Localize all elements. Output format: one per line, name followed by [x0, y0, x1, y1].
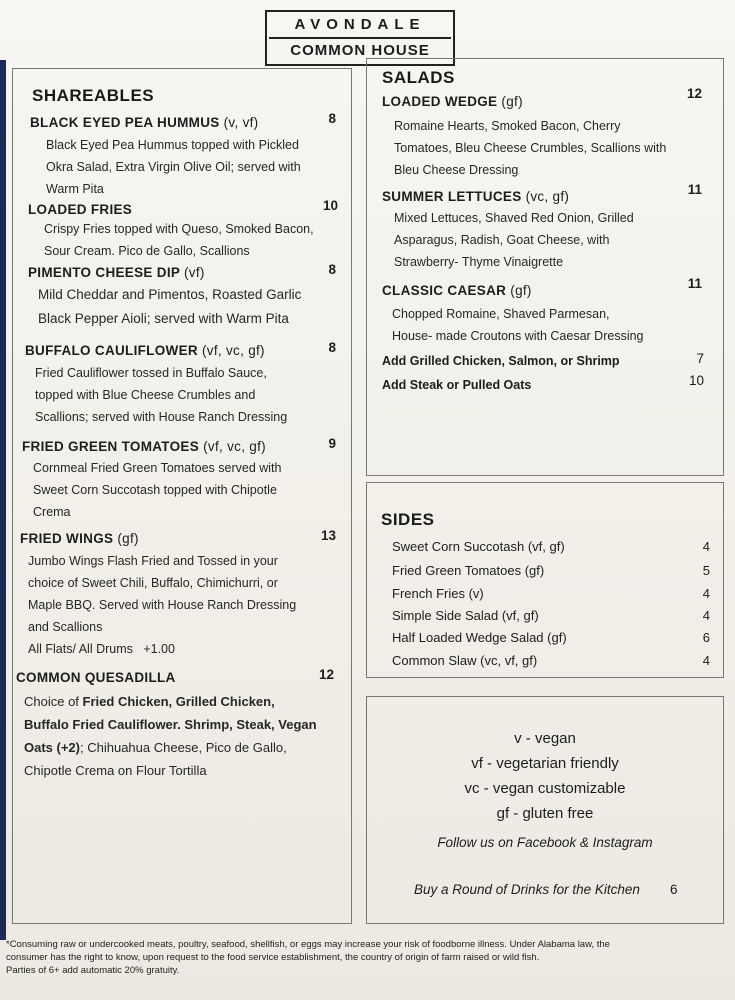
desc-line: Black Pepper Aioli; served with Warm Pita — [38, 311, 289, 326]
item-price: 10 — [322, 198, 338, 213]
desc-line: Asparagus, Radish, Goat Cheese, with — [394, 233, 610, 247]
desc-line: Tomatoes, Bleu Cheese Crumbles, Scallions with — [394, 141, 667, 155]
desc-line: Chopped Romaine, Shaved Parmesan, — [392, 307, 610, 321]
item-title: LOADED FRIES — [28, 202, 133, 217]
logo-line-2: COMMON HOUSE — [269, 37, 451, 59]
item-price: 8 — [328, 340, 336, 355]
desc-line: Jumbo Wings Flash Fried and Tossed in your — [28, 554, 278, 568]
side-item-name: Simple Side Salad (vf, gf) — [392, 608, 539, 623]
social-follow-text: Follow us on Facebook & Instagram — [437, 835, 653, 850]
desc-line: House- made Croutons with Caesar Dressing — [392, 329, 644, 343]
menu-item-name — [30, 115, 258, 130]
item-tags: (vf) — [184, 265, 205, 280]
desc-bold: Fried Chicken, Grilled Chicken, — [82, 694, 275, 709]
item-description — [394, 115, 666, 181]
desc-line: Fried Cauliflower tossed in Buffalo Sauce, — [35, 366, 267, 380]
legend-vegetarian: vf - vegetarian friendly — [471, 755, 619, 772]
footnote — [6, 938, 726, 977]
menu-item-name — [16, 670, 176, 685]
desc-line: Scallions; served with House Ranch Dressing — [35, 410, 288, 424]
side-item-price: 4 — [702, 653, 710, 668]
legend-gluten-free: gf - gluten free — [496, 805, 594, 822]
footnote-line: consumer has the right to know, upon request to the food service establishment, the country of origin of farm raised or wild fish. — [6, 952, 540, 963]
item-description — [35, 362, 287, 428]
desc-bold: Buffalo Fried Cauliflower. Shrimp, Steak, Vegan — [24, 717, 317, 732]
item-title: FRIED WINGS — [20, 531, 114, 546]
item-title: CLASSIC CAESAR — [382, 283, 507, 298]
desc-line — [24, 713, 317, 736]
desc-line: Crema — [33, 505, 71, 519]
desc-line: Sour Cream. Pico de Gallo, Scallions — [44, 244, 250, 258]
side-item-name: Half Loaded Wedge Salad (gf) — [392, 630, 567, 645]
desc-bold: Oats (+2) — [24, 740, 80, 755]
item-description — [24, 690, 317, 782]
desc-line — [24, 690, 317, 713]
item-price: 12 — [318, 667, 334, 682]
desc-line — [24, 759, 317, 782]
item-tags: (gf) — [117, 531, 139, 546]
kitchen-drinks-price: 6 — [670, 882, 678, 897]
salads-title: SALADS — [382, 68, 455, 87]
item-tags: (vf, vc, gf) — [203, 439, 266, 454]
legend-vegan: v - vegan — [514, 730, 576, 747]
item-tags: (v, vf) — [223, 115, 259, 130]
item-title: COMMON QUESADILLA — [16, 670, 176, 685]
salad-addon-label: Add Steak or Pulled Oats — [382, 378, 532, 392]
menu-item-name — [20, 531, 139, 546]
desc-line: Crispy Fries topped with Queso, Smoked Bacon, — [44, 222, 314, 236]
item-tags: (gf) — [501, 94, 523, 109]
item-price: 12 — [686, 86, 702, 101]
side-item-name: French Fries (v) — [392, 586, 484, 601]
item-description — [46, 134, 301, 200]
side-item-price: 5 — [702, 563, 710, 578]
side-item-name: Sweet Corn Succotash (vf, gf) — [392, 539, 565, 554]
desc-line: Okra Salad, Extra Virgin Olive Oil; served with — [46, 160, 301, 174]
side-item-name: Fried Green Tomatoes (gf) — [392, 563, 545, 578]
side-item-name: Common Slaw (vc, vf, gf) — [392, 653, 538, 668]
desc-line: Mild Cheddar and Pimentos, Roasted Garlic — [38, 287, 302, 302]
desc-line: Maple BBQ. Served with House Ranch Dressing — [28, 598, 297, 612]
item-title: PIMENTO CHEESE DIP — [28, 265, 180, 280]
salad-addon-label: Add Grilled Chicken, Salmon, or Shrimp — [382, 354, 620, 368]
desc-plain: ; Chihuahua Cheese, Pico de Gallo, — [80, 740, 287, 755]
item-description — [38, 283, 301, 331]
footnote-line: Parties of 6+ add automatic 20% gratuity. — [6, 965, 180, 976]
side-item-price: 4 — [702, 539, 710, 554]
item-title: BLACK EYED PEA HUMMUS — [30, 115, 220, 130]
item-price: 11 — [687, 276, 702, 291]
item-price: 8 — [328, 262, 336, 277]
item-description — [33, 457, 282, 523]
kitchen-drinks-label: Buy a Round of Drinks for the Kitchen — [414, 882, 640, 897]
desc-line: Cornmeal Fried Green Tomatoes served with — [33, 461, 282, 475]
item-description — [44, 218, 314, 262]
menu-item-name — [28, 202, 132, 217]
desc-line — [28, 638, 296, 660]
item-title: LOADED WEDGE — [382, 94, 498, 109]
side-item-price: 4 — [702, 586, 710, 601]
desc-line — [24, 736, 317, 759]
item-tags: (vf, vc, gf) — [202, 343, 265, 358]
desc-line: Mixed Lettuces, Shaved Red Onion, Grilled — [394, 211, 634, 225]
desc-line: topped with Blue Cheese Crumbles and — [35, 388, 256, 402]
item-description — [392, 303, 644, 347]
logo-line-1: AVONDALE — [294, 16, 426, 33]
page-edge — [0, 60, 6, 940]
desc-plain: Choice of — [24, 694, 83, 709]
menu-item-name — [25, 343, 265, 358]
menu-item-name — [382, 94, 523, 109]
menu-item-name — [382, 283, 532, 298]
salad-addon-price: 10 — [688, 373, 704, 388]
desc-line: Bleu Cheese Dressing — [394, 163, 519, 177]
item-price: 11 — [687, 182, 702, 197]
item-price: 8 — [328, 111, 336, 126]
item-title: SUMMER LETTUCES — [382, 189, 522, 204]
side-item-price: 6 — [702, 630, 710, 645]
desc-line: Romaine Hearts, Smoked Bacon, Cherry — [394, 119, 621, 133]
item-description — [28, 550, 296, 660]
desc-line: and Scallions — [28, 620, 103, 634]
legend-vegan-customizable: vc - vegan customizable — [464, 780, 626, 797]
menu-item-name — [28, 265, 205, 280]
desc-line: Strawberry- Thyme Vinaigrette — [394, 255, 564, 269]
sides-title: SIDES — [381, 510, 435, 529]
item-tags: (gf) — [510, 283, 532, 298]
salad-addon-price: 7 — [696, 351, 704, 366]
desc-plain: Chipotle Crema on Flour Tortilla — [24, 763, 207, 778]
desc-line: Black Eyed Pea Hummus topped with Pickled — [46, 138, 299, 152]
side-item-price: 4 — [702, 608, 710, 623]
shareables-title: SHAREABLES — [32, 86, 155, 105]
menu-item-name — [382, 189, 569, 204]
flats-drums-label: All Flats/ All Drums — [28, 642, 133, 656]
item-price: 9 — [328, 436, 336, 451]
item-title: FRIED GREEN TOMATOES — [22, 439, 200, 454]
item-title: BUFFALO CAULIFLOWER — [25, 343, 198, 358]
item-price: 13 — [320, 528, 336, 543]
desc-line: Warm Pita — [46, 182, 104, 196]
footnote-line: *Consuming raw or undercooked meats, poultry, seafood, shellfish, or eggs may increase your risk of foodborne illness. Under Alabama law, the — [6, 939, 610, 950]
desc-line: Sweet Corn Succotash topped with Chipotle — [33, 483, 277, 497]
flats-drums-price: +1.00 — [143, 642, 175, 656]
item-description — [394, 207, 634, 273]
menu-item-name — [22, 439, 266, 454]
item-tags: (vc, gf) — [525, 189, 570, 204]
desc-line: choice of Sweet Chili, Buffalo, Chimichurri, or — [28, 576, 278, 590]
